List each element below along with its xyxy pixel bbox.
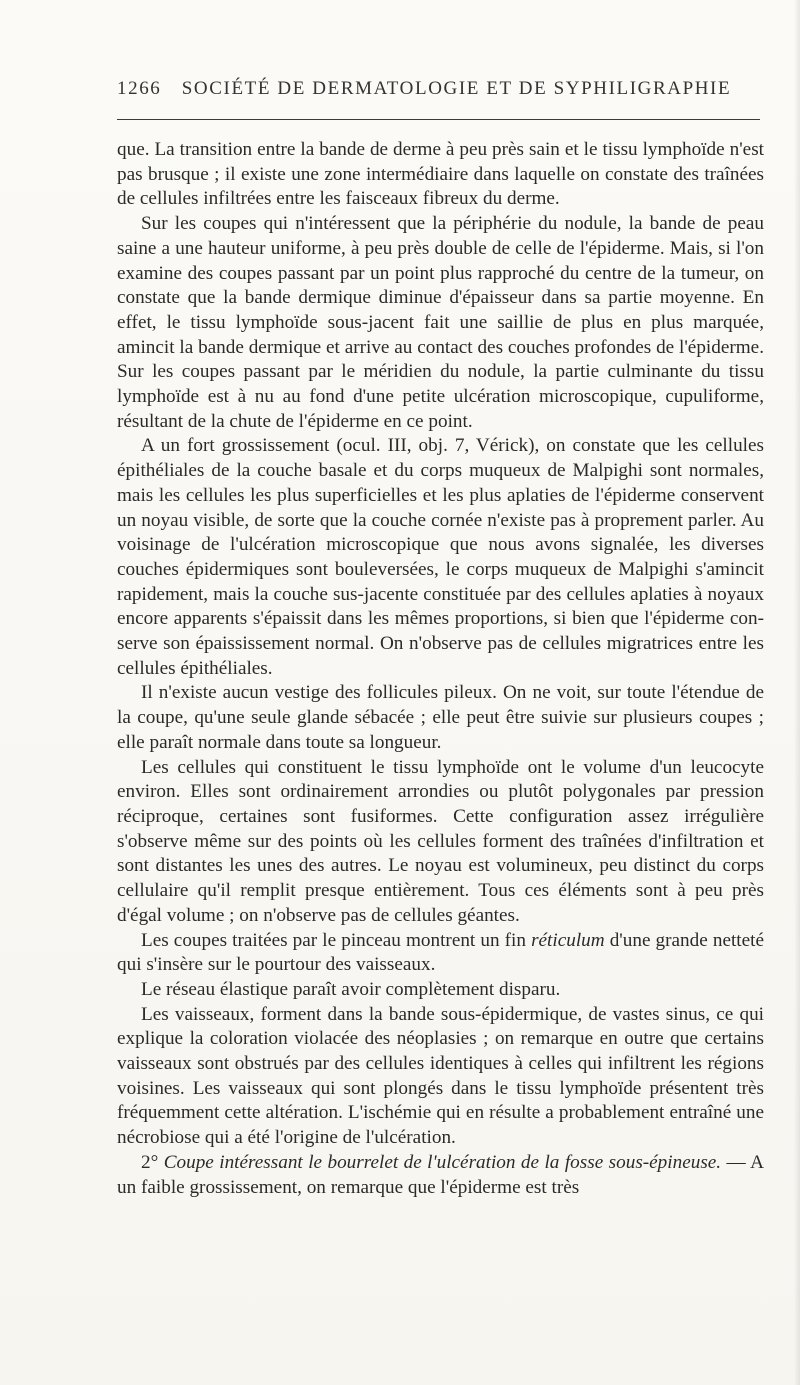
section-heading-italic: Coupe intéressant le bourrelet de l'ulcération de la fosse sous-épineuse. — [163, 1151, 722, 1173]
paragraph-text: d'une grande netteté qui s'insère sur le pourtour des vaisseaux. — [117, 929, 764, 976]
body-text — [117, 138, 764, 1200]
page-header — [117, 78, 757, 106]
paragraph-text: Les coupes traitées par le pinceau montrent un fin — [141, 929, 532, 951]
paragraph: Les cellules qui constituent le tissu lymphoïde ont le volume d'un leucocyte environ. Elles sont ordinairement arrondies ou plutôt polygonales par pression réciproque, certaines sont fusiformes. Cette configuration assez irrégulière s'observe même sur des points où les cellules forment des traînées d'infiltration et sont distantes les unes des autres. Le noyau est volumineux, peu distinct du corps cellulaire qu'il remplit presque entièrement. Tous ces éléments sont à peu près d'égal volume ; on n'observe pas de cellules géantes. — [117, 756, 764, 926]
paragraph: Le réseau élastique paraît avoir complètement disparu. — [141, 978, 561, 1000]
paragraph: A un fort grossissement (ocul. III, obj. 7, Vérick), on constate que les cellules épithéliales de la couche basale et du corps muqueux de Malpighi sont normales, mais les cellules les plus superficielles et les plus aplaties de l'épiderme conservent un noyau visible, de sorte que la couche cornée n'existe pas à proprement parler. Au voisinage de l'ulcération microscopique que nous avons signalée, les diverses couches épidermiques sont bouleversées, le corps muqueux de Malpighi s'amincit rapidement, mais la couche sus-jacente constituée par des cellules aplaties à noyaux encore apparents s'épaissit dans les mêmes proportions, si bien que l'épiderme conserve son épaississement normal. On n'observe pas de cellules migratrices entre les cellules épithéliales. — [117, 435, 764, 679]
paragraph: Il n'existe aucun vestige des follicules pileux. On ne voit, sur toute l'étendue de la coupe, qu'une seule glande sébacée ; elle peut être suivie sur plusieurs coupes ; elle paraît normale dans toute sa longueur. — [117, 682, 764, 753]
paragraph-continued: que. La transition entre la bande de derme à peu près sain et le tissu lymphoïde n'est pas brusque ; il existe une zone intermédiaire dans laquelle on constate des traînées de cellules infiltrées entre les faisceaux fibreux du derme. — [117, 139, 764, 210]
italic-term: réticulum — [531, 929, 605, 951]
paragraph-section-2 — [117, 1151, 764, 1200]
paragraph: Sur les coupes qui n'intéressent que la périphérie du nodule, la bande de peau saine a une hauteur uniforme, à peu près double de celle de l'épiderme. Mais, si l'on examine des coupes passant par un point plus rapproché du centre de la tumeur, on constate que la bande dermique diminue d'épaisseur dans sa partie moyenne. En effet, le tissu lymphoïde sous-jacent fait une saillie de plus en plus marquée, amincit la bande dermique et arrive au contact des couches profondes de l'épiderme. Sur les coupes passant par le méridien du nodule, la partie culminante du tissu lymphoïde est à nu au fond d'une petite ulcération microscopique, cupuliforme, résultant de la chute de l'épiderme en ce point. — [117, 213, 764, 432]
paragraph: Les vaisseaux, forment dans la bande sous-épidermique, de vastes sinus, ce qui explique la coloration violacée des néoplasies ; on remarque en outre que certains vaisseaux sont obstrués par des cellules identiques à celles qui infiltrent les régions voisines. Les vaisseaux qui sont plongés dans le tissu lymphoïde présentent très fréquemment cette altération. L'ischémie qui en résulte a probablement entraîné une nécrobiose qui a été l'origine de l'ulcération. — [117, 1003, 764, 1149]
paragraph-text: — A un faible grossissement, on remarque que l'épiderme est très — [117, 1151, 764, 1198]
page-edge-shadow — [794, 0, 800, 1385]
paragraph-text: 2° — [141, 1151, 164, 1173]
running-title: SOCIÉTÉ DE DERMATOLOGIE ET DE SYPHILIGRAPHIE — [181, 78, 732, 99]
paragraph-reticulum — [117, 929, 764, 978]
page-number: 1266 — [117, 78, 162, 99]
header-rule — [117, 119, 760, 120]
